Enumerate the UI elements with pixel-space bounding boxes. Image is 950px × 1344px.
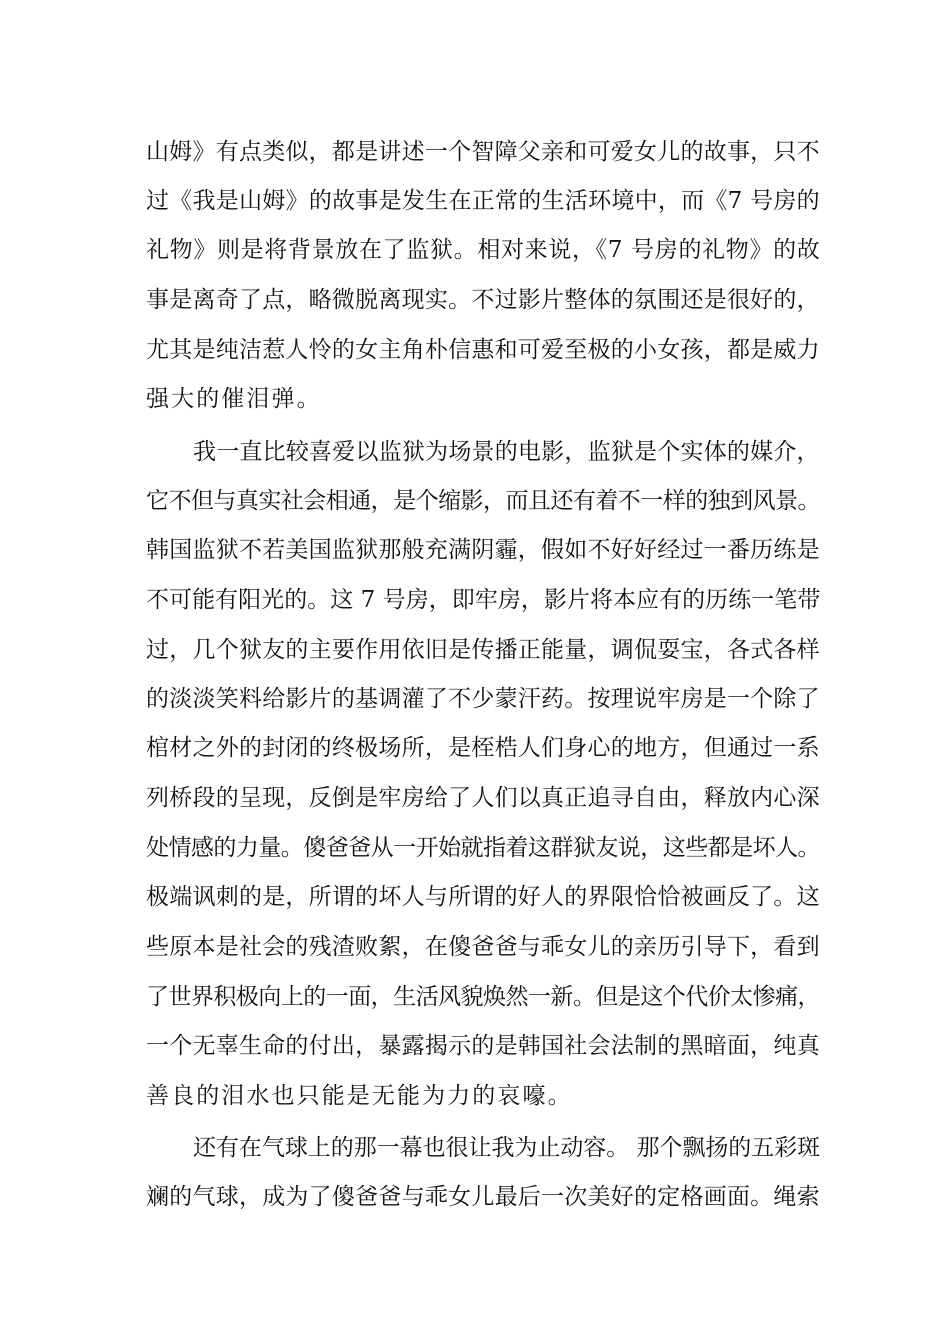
text-line: 不可能有阳光的。这 7 号房，即牢房，影片将本应有的历练一笔带 [146, 587, 821, 613]
text-line: 极端讽刺的是，所谓的坏人与所谓的好人的界限恰恰被画反了。这 [146, 884, 820, 910]
text-line: 了世界积极向上的一面，生活风貌焕然一新。但是这个代价太惨痛， [146, 984, 821, 1010]
text-line: 一个无辜生命的付出，暴露揭示的是韩国社会法制的黑暗面，纯真 [146, 1033, 820, 1059]
text-line: 处情感的力量。傻爸爸从一开始就指着这群狱友说，这些都是坏人。 [146, 835, 821, 861]
text-line: 礼物》则是将背景放在了监狱。相对来说，《7 号房的礼物》的故 [146, 237, 821, 263]
text-line: 过《我是山姆》的故事是发生在正常的生活环境中，而《7 号房的 [146, 188, 820, 214]
text-line: 强大的催泪弹。 [146, 386, 322, 412]
text-line: 事是离奇了点，略微脱离现实。不过影片整体的氛围还是很好的， [146, 287, 820, 313]
text-line: 善良的泪水也只能是无能为力的哀嚎。 [146, 1083, 573, 1109]
text-line: 山姆》有点类似，都是讲述一个智障父亲和可爱女儿的故事，只不 [146, 139, 820, 165]
text-line: 列桥段的呈现，反倒是牢房给了人们以真正追寻自由，释放内心深 [146, 785, 820, 811]
text-line: 棺材之外的封闭的终极场所，是桎梏人们身心的地方，但通过一系 [146, 735, 820, 761]
text-line: 的淡淡笑料给影片的基调灌了不少蒙汗药。按理说牢房是一个除了 [146, 686, 820, 712]
text-line: 它不但与真实社会相通，是个缩影，而且还有着不一样的独到风景。 [146, 488, 821, 514]
text-line: 韩国监狱不若美国监狱那般充满阴霾，假如不好好经过一番历练是 [146, 537, 820, 563]
text-line: 尤其是纯洁惹人怜的女主角朴信惠和可爱至极的小女孩，都是威力 [146, 337, 820, 363]
text-line: 斓的气球，成为了傻爸爸与乖女儿最后一次美好的定格画面。绳索 [146, 1184, 820, 1210]
text-line: 些原本是社会的残渣败絮，在傻爸爸与乖女儿的亲历引导下，看到 [146, 934, 820, 960]
paragraph-first-line: 还有在气球上的那一幕也很让我为止动容。 那个飘扬的五彩斑 [193, 1135, 821, 1161]
paragraph-first-line: 我一直比较喜爱以监狱为场景的电影，监狱是个实体的媒介， [193, 439, 820, 465]
text-line: 过，几个狱友的主要作用依旧是传播正能量，调侃耍宝，各式各样 [146, 637, 820, 663]
